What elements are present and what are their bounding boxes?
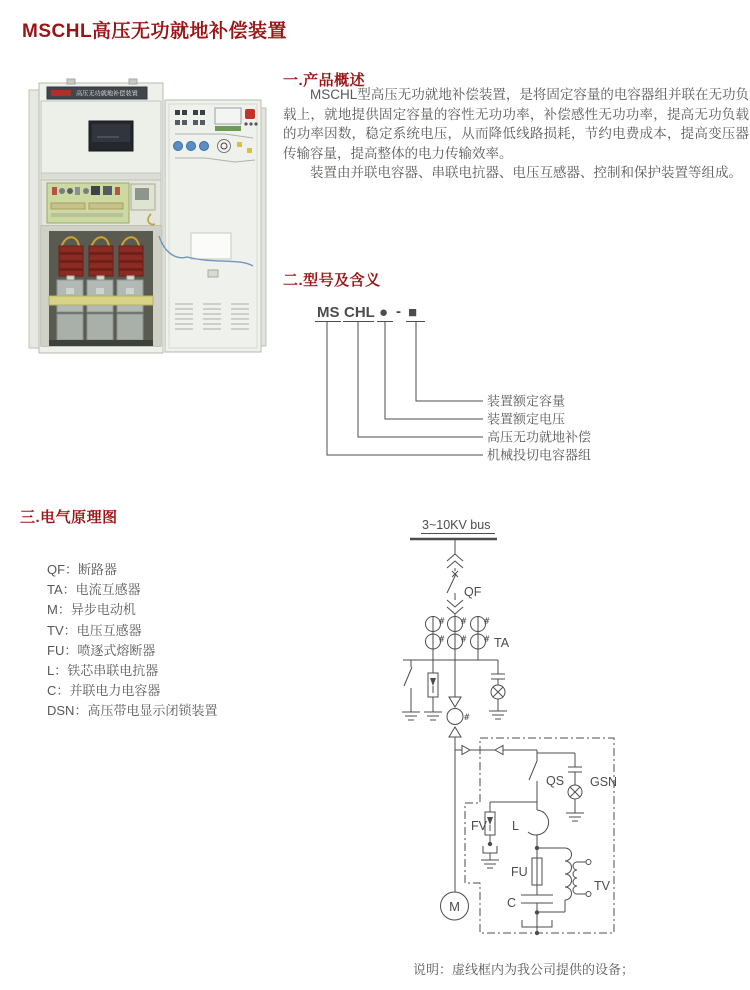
middle-compartment — [41, 180, 161, 226]
svg-text:#: # — [439, 617, 445, 627]
overview-paragraph-2: 装置由并联电容器、串联电抗器、电压互感器、控制和保护装置等组成。 — [310, 165, 742, 180]
legend-item-qf: QF：断路器 — [47, 562, 118, 577]
c-capacitor — [507, 895, 553, 935]
page-title: MSCHL高压无功就地补偿装置 — [22, 21, 288, 42]
cable-connector-symbol — [447, 660, 470, 892]
arrester-symbol — [424, 660, 442, 720]
nameplate-text: 高压无功就地补偿装置 — [76, 90, 138, 98]
bus-label: 3~10KV bus — [422, 518, 491, 532]
brand-logo — [51, 90, 71, 96]
cabinet-door-open — [159, 100, 261, 352]
cabinet-side-panel — [29, 90, 39, 348]
m-label: M — [449, 899, 460, 914]
label-compensation: 高压无功就地补偿 — [487, 429, 592, 445]
door-latch — [208, 270, 218, 277]
svg-text:#: # — [484, 635, 490, 645]
code-part-ms: MS — [317, 304, 340, 321]
cabinet-body — [39, 79, 163, 353]
l-reactor-coil — [512, 802, 549, 850]
fu-fuse — [511, 848, 542, 895]
round-meter — [218, 140, 231, 153]
c-label: C — [507, 896, 517, 910]
door-edge — [261, 108, 266, 346]
model-heading: 二.型号及含义 — [283, 272, 381, 289]
reactor-coils — [59, 246, 143, 276]
svg-text:#: # — [484, 617, 490, 627]
footnote: 说明：虚线框内为我公司提供的设备； — [413, 962, 635, 977]
cabinet-nameplate — [47, 87, 147, 99]
legend-item-fu: FU：喷逐式熔断器 — [47, 642, 156, 658]
legend-item-m: M：异步电动机 — [47, 602, 136, 618]
m-motor — [441, 892, 469, 920]
indicator-lamp — [187, 142, 196, 151]
svg-text:#: # — [464, 713, 470, 723]
live-display-lamp — [489, 660, 507, 719]
overview-body — [283, 85, 749, 183]
model-labels — [487, 394, 591, 463]
code-part-dash: - — [396, 303, 401, 320]
busbar — [410, 518, 497, 539]
ta-label: TA — [494, 636, 510, 650]
overview-heading: 一.产品概述 — [283, 72, 366, 89]
svg-text:#: # — [461, 617, 467, 627]
label-switching: 机械投切电容器组 — [487, 447, 592, 463]
door-meter-display — [215, 108, 241, 124]
document-pocket — [191, 233, 231, 259]
svg-text:#: # — [439, 635, 445, 645]
cabinet-divider — [41, 173, 161, 180]
schematic-legend — [47, 560, 217, 722]
upper-door — [41, 101, 161, 173]
code-part-square: ■ — [408, 304, 418, 321]
legend-item-l: L：铁芯串联电抗器 — [47, 662, 159, 678]
overview-paragraph-1: MSCHL型高压无功就地补偿装置，是将固定容量的电容器组并联在无功负载上，就地提供固定容量的容性无功功率，补偿感性无功功率，提高无功负载的功率因数，稳定系统电压，从而降低线路损耗，节约电费成本，提高变压器传输容量，提高整体的电力传输效率。 — [283, 87, 749, 161]
support-beam — [49, 296, 153, 305]
l-label: L — [512, 819, 519, 833]
code-part-chl: CHL — [344, 304, 375, 321]
legend-item-dsn: DSN：高压带电显示闭锁装置 — [47, 703, 218, 719]
tv-label: TV — [594, 879, 610, 893]
model-code — [315, 303, 425, 322]
qs-switch-symbol — [529, 753, 564, 802]
electrical-schematic — [395, 510, 630, 942]
legend-item-c: C：并联电力电容器 — [47, 683, 161, 699]
label-rated-capacity: 装置额定容量 — [487, 393, 566, 409]
indicator-lamp — [174, 142, 183, 151]
legend-item-tv: TV：电压互感器 — [47, 622, 142, 638]
qf-breaker-symbol — [447, 539, 482, 614]
schematic-heading: 三.电气原理图 — [20, 509, 118, 526]
qs-label: QS — [546, 774, 565, 788]
code-part-dot: ● — [379, 304, 389, 321]
lower-compartment — [41, 226, 161, 346]
fu-label: FU — [511, 865, 528, 879]
legend-item-ta: TA：电流互感器 — [47, 582, 141, 598]
gsn-lamp — [566, 753, 617, 821]
ct-hash-marks — [439, 617, 490, 645]
product-photo-cabinet — [25, 78, 267, 361]
tv-transformer — [537, 848, 611, 912]
drawout-contacts — [455, 746, 575, 755]
svg-text:#: # — [461, 635, 467, 645]
ta-ct-symbols — [426, 614, 510, 660]
model-meaning-diagram — [283, 293, 613, 471]
indicator-lamp — [200, 142, 209, 151]
gsn-label: GSN — [590, 775, 618, 789]
label-rated-voltage: 装置额定电压 — [487, 411, 566, 427]
fv-arrester — [471, 802, 537, 868]
fv-label: FV — [471, 819, 487, 833]
qf-label: QF — [464, 585, 482, 599]
red-button — [245, 109, 255, 119]
earthing-switch-symbol — [402, 660, 420, 720]
model-connector-lines — [327, 322, 483, 456]
